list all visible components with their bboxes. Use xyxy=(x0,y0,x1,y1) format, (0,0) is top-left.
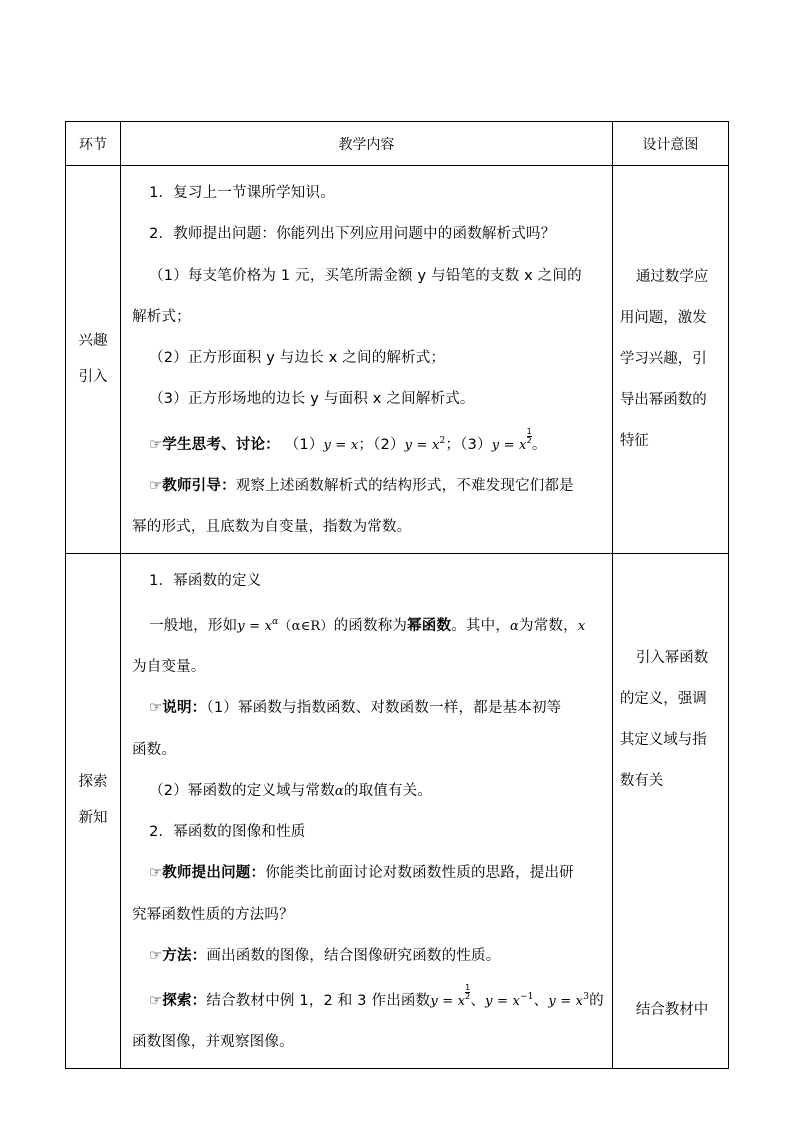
formula: y = x xyxy=(491,437,527,453)
fraction-exponent: $\frac{1}{2}$ xyxy=(465,983,471,1002)
content-line: 函数图像，并观察图像。 xyxy=(132,1034,294,1051)
header-content: 教学内容 xyxy=(121,122,613,166)
content-line: 2．教师提出问题：你能列出下列应用问题中的函数解析式吗？ xyxy=(149,226,556,243)
content-line: 1．复习上一节课所学知识。 xyxy=(149,185,335,201)
prompt-label: ☞方法： xyxy=(149,948,207,964)
purpose-cell: 通过数学应 用问题，激发 学习兴趣，引 导出幂函数的 特征 xyxy=(612,166,728,554)
purpose-cell: 引入幂函数 的定义，强调 其定义域与指 数有关 结合教材中 xyxy=(612,553,728,1068)
header-stage: 环节 xyxy=(66,122,121,166)
content-line: 1．幂函数的定义 xyxy=(149,572,262,589)
content-line: （3）正方形场地的边长 y 与面积 x 之间解析式。 xyxy=(149,391,475,408)
fraction-exponent: $\frac{1}{2}$ xyxy=(526,426,532,445)
content-line: 究幂函数性质的方法吗？ xyxy=(132,906,294,923)
content-cell xyxy=(121,553,613,1068)
formula: y = x xyxy=(548,994,584,1010)
content-line: ☞探索：结合教材中例 1，2 和 3 作出函数y = x $\frac{1}{2}$ 、$y = x^{-1}$、$y = x^3$的 xyxy=(149,983,604,1010)
prompt-label: ☞探索： xyxy=(149,993,207,1010)
content-line: ☞学生思考、讨论： （1）y = x；$(2)y = x^2$；（3）y = x $\frac{1}{2}$ 。 xyxy=(149,426,547,453)
stage-label-line2: 新知 xyxy=(78,809,108,826)
content-line: 解析式； xyxy=(132,308,191,325)
stage-cell xyxy=(66,553,121,1068)
stage-label-line1: 探索 xyxy=(78,773,108,790)
table-row xyxy=(66,166,729,554)
purpose-continued: 结合教材中 xyxy=(635,1001,709,1018)
formula: y = x xyxy=(404,437,440,453)
content-line: ☞教师引导：观察上述函数解析式的结构形式，不难发现它们都是 xyxy=(149,477,574,494)
formula: y = x xyxy=(323,437,359,453)
stage-label-line2: 引入 xyxy=(78,369,108,386)
content-line: 一般地，形如$y = x^\alpha(\alpha\in R)$的函数称为幂函数。其中，α为常数，x xyxy=(149,616,586,634)
prompt-label: ☞说明： xyxy=(149,700,207,717)
content-line: 为自变量。 xyxy=(132,658,206,675)
content-line: 2．幂函数的图像和性质 xyxy=(149,824,306,841)
prompt-label: ☞教师引导： xyxy=(149,477,236,494)
formula: y = x xyxy=(485,994,520,1010)
prompt-label: ☞学生思考、讨论： xyxy=(149,436,280,453)
content-line: （2）幂函数的定义域与常数α的取值有关。 xyxy=(149,782,433,799)
stage-label-line1: 兴趣 xyxy=(78,333,108,350)
header-purpose: 设计意图 xyxy=(612,122,728,166)
formula: y = x xyxy=(237,618,273,634)
table-row xyxy=(66,553,729,1068)
content-line: ☞说明：（1）幂函数与指数函数、对数函数一样，都是基本初等 xyxy=(149,700,562,717)
formula: y = x xyxy=(430,994,466,1010)
content-line: （1）每支笔价格为 1 元，买笔所需金额 y 与铅笔的支数 x 之间的 xyxy=(149,267,582,284)
content-line: 幂的形式，且底数为自变量，指数为常数。 xyxy=(132,519,412,536)
stage-cell xyxy=(66,166,121,554)
content-line: ☞方法：画出函数的图像，结合图像研究函数的性质。 xyxy=(149,948,501,964)
content-line: ☞教师提出问题：你能类比前面讨论对数函数性质的思路，提出研 xyxy=(149,865,574,882)
content-cell xyxy=(121,166,613,554)
content-line: 函数。 xyxy=(132,741,177,758)
table-header-row xyxy=(66,122,729,166)
content-line: （2）正方形面积 y 与边长 x 之间的解析式； xyxy=(149,350,446,367)
prompt-label: ☞教师提出问题： xyxy=(149,865,266,882)
lesson-plan-table xyxy=(65,121,729,1069)
